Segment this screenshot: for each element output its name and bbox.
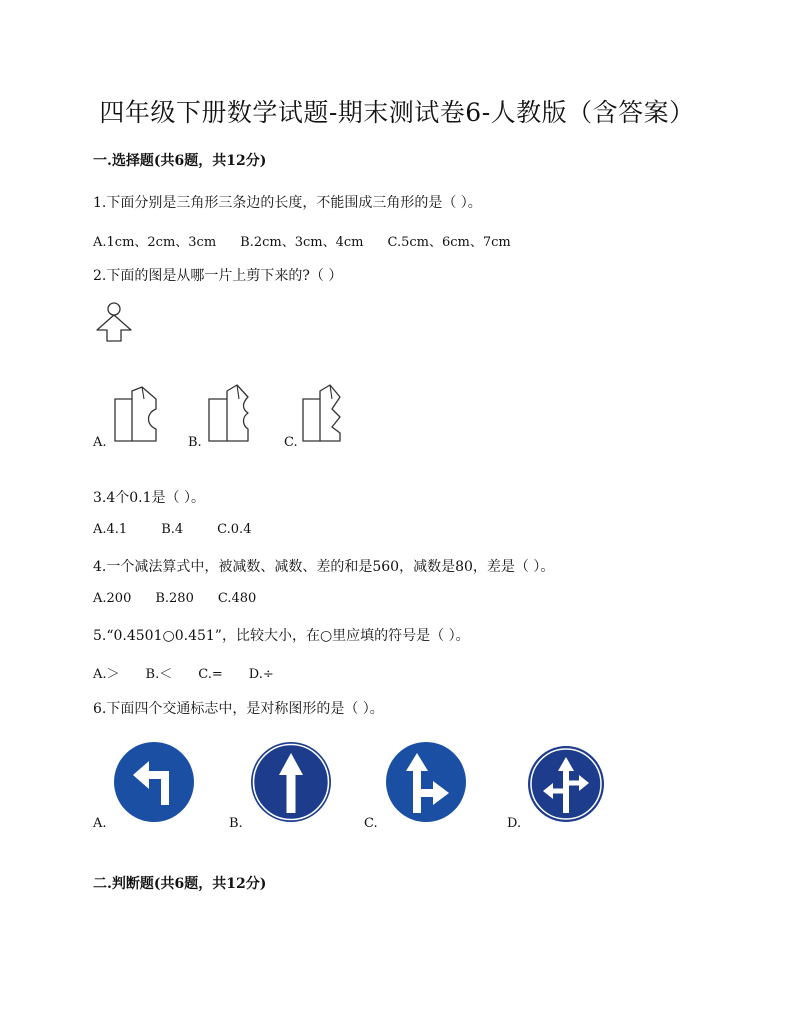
option-a: A.＞ (93, 667, 120, 682)
turn-left-sign-icon (113, 741, 195, 823)
option-b: B.4 (161, 522, 184, 537)
question-1-options (93, 231, 511, 250)
question-4: 4.一个减法算式中，被减数、减数、差的和是560，减数是80，差是（ ）。 (93, 559, 555, 575)
option-a-label: A. (93, 435, 107, 450)
paper-doll-icon (95, 300, 135, 344)
section-heading-choice: 一.选择题(共6题，共12分) (93, 153, 267, 169)
option-b-label: B. (188, 435, 202, 450)
section-heading-judgement: 二.判断题(共6题，共12分) (93, 876, 267, 892)
option-c: C.480 (217, 591, 257, 606)
option-c-label: C. (364, 816, 378, 831)
straight-or-right-sign-icon (385, 741, 467, 823)
question-2: 2.下面的图是从哪一片上剪下来的?（ ） (93, 268, 343, 284)
question-6: 6.下面四个交通标志中，是对称图形的是（ ）。 (93, 701, 384, 717)
option-c: C.0.4 (217, 522, 252, 537)
option-a-label: A. (93, 816, 107, 831)
question-3-options (93, 522, 251, 537)
option-d-label: D. (507, 816, 522, 831)
page-title: 四年级下册数学试题-期末测试卷6-人教版（含答案） (99, 98, 695, 127)
option-b-label: B. (229, 816, 243, 831)
folded-paper-icon (112, 383, 158, 443)
straight-ahead-sign-icon (250, 741, 332, 823)
question-1: 1.下面分别是三角形三条边的长度，不能围成三角形的是（ ）。 (93, 195, 482, 211)
option-a: A.1cm、2cm、3cm (93, 235, 217, 250)
option-b: B.2cm、3cm、4cm (240, 235, 364, 250)
option-a: A.4.1 (93, 522, 128, 537)
folded-paper-icon (300, 383, 346, 443)
option-a: A.200 (93, 591, 132, 606)
question-4-options (93, 591, 256, 606)
question-5: 5.“0.4501○0.451”，比较大小，在○里应填的符号是（ ）。 (93, 628, 470, 644)
question-3: 3.4个0.1是（ ）。 (93, 490, 205, 506)
option-c-label: C. (284, 435, 298, 450)
folded-paper-icon (206, 383, 254, 443)
option-d: D.÷ (248, 667, 274, 682)
option-b: B.280 (155, 591, 194, 606)
option-c: C.5cm、6cm、7cm (387, 235, 511, 250)
option-c: C.= (198, 667, 223, 682)
question-5-options (93, 663, 274, 682)
straight-or-left-right-sign-icon (527, 745, 605, 823)
option-b: B.＜ (145, 667, 173, 682)
